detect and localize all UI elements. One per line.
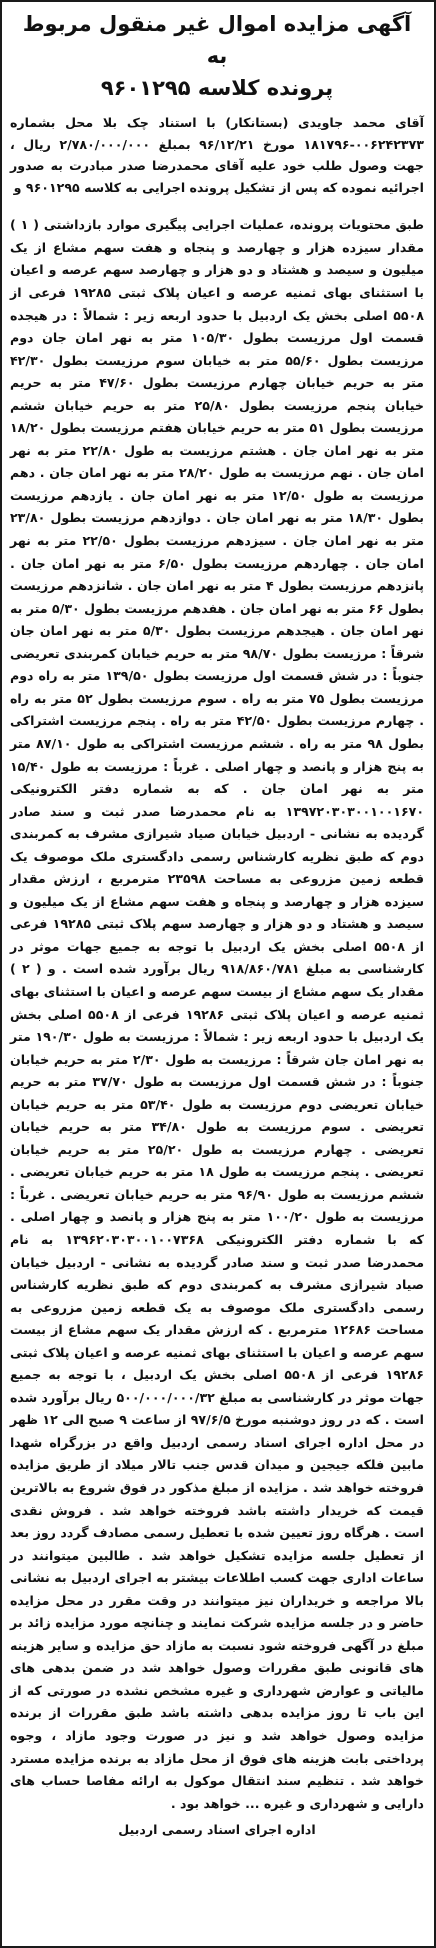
body-paragraph: طبق محتویات پرونده، عملیات اجرایی پیگیری موارد بازداشتی ( ۱ ) مقدار سیزده هزار و چهارصد و پنجاه و هفت سهم مشاع از یک میلیون و سیصد و هشتاد و دو هزار و چهارصد سهم عرصه و اعیان با استثنای بهای ثمنیه عرصه و اعیان پلاک ثبتی ۱۹۲۸۵ فرعی از ۵۵۰۸ اصلی بخش یک اردبیل با حدود اربعه زیر : شمالاً : در هیجده قسمت اول مرزیست بطول ۱۰۵/۳۰ متر به نهر امان جان دوم مرزیست بطول ۵۵/۶۰ متر به خیابان سوم مرزیست بطول ۴۲/۳۰ متر به حریم خیابان چهارم مرزیست بطول ۴۷/۶۰ متر به حریم خیابان پنجم مرزیست بطول ۲۵/۸۰ متر به حریم خیابان ششم مرزیست بطول ۵۱ متر به حریم خیابان هفتم مرزیست بطول ۱۸/۲۰ متر به نهر امان جان . هشتم مرزیست به طول ۲۲/۸۰ متر به نهر امان جان . نهم مرزیست به طول ۲۸/۲۰ متر به نهر امان جان . دهم مرزیست به طول ۱۲/۵۰ متر به نهر امان جان . یازدهم مرزیست بطول ۱۸/۳۰ متر به نهر امان جان . دوازدهم مرزیست بطول ۲۳/۸۰ متر به نهر امان جان . سیزدهم مرزیست بطول ۲۲/۵۰ متر به نهر امان جان . چهاردهم مرزیست بطول ۶/۵۰ متر به نهر امان جان . پانزدهم مرزیست بطول ۴ متر به نهر امان جان . شانزدهم مرزیست بطول ۶۶ متر به نهر امان جان . هفدهم مرزیست بطول ۵/۳۰ متر به نهر امان جان . هیجدهم مرزیست بطول ۵/۳۰ متر به نهر امان جان شرقاً : مرزیست بطول ۹۸/۷۰ متر به حریم خیابان کمربندی تعریضی جنوباً : در شش قسمت اول مرزیست بطول ۱۳۹/۵۰ متر به راه دوم مرزیست بطول ۷۵ متر به راه . سوم مرزیست بطول ۵۲ متر به راه . چهارم مرزیست بطول ۴۲/۵۰ متر به راه . پنجم مرزیست اشتراکی بطول ۹۸ متر به راه . ششم مرزیست اشتراکی به طول ۸۷/۱۰ متر به پنج هزار و پانصد و چهار اصلی . غرباً : مرزیست به طول ۱۵/۴۰ متر به نهر امان جان . که به شماره دفتر الکترونیکی ۱۳۹۷۲۰۳۰۳۰۰۱۰۰۱۶۷۰ به نام محمدرضا صدر ثبت و سند صادر گردیده به نشانی - اردبیل خیابان صیاد شیرازی مشرف به کمربندی دوم که طبق نظریه کارشناس رسمی دادگستری ملک موصوف یک قطعه زمین مزروعی به مساحت ۲۳۵۹۸ مترمربع ، ارزش مقدار سیزده هزار و چهارصد و پنجاه و هفت سهم مشاع از یک میلیون و سیصد و هشتاد و دو هزار و چهارصد سهم پلاک ثبتی ۱۹۲۸۵ فرعی از ۵۵۰۸ اصلی بخش یک اردبیل با توجه به جمیع جهات موثر در کارشناسی به مبلغ ۹۱۸/۸۶۰/۷۸۱ ریال برآورد شده است . و ( ۲ ) مقدار یک سهم مشاع از بیست سهم عرصه و اعیان با استثنای بهای ثمنیه عرصه و اعیان پلاک ثبتی ۱۹۲۸۶ فرعی از ۵۵۰۸ اصلی بخش یک اردبیل با حدود اربعه زیر : شمالاً : مرزیست به طول ۱۹۰/۳۰ متر به نهر امان جان شرقاً : مرزیست به طول ۲/۳۰ متر به حریم خیابان جنوباً : در شش قسمت اول مرزیست به طول ۳۷/۷۰ متر به حریم خیابان تعریضی دوم مرزیست به طول ۵۳/۴۰ متر به حریم خیابان تعریضی . سوم مرزیست به طول ۳۴/۸۰ متر به حریم خیابان تعریضی . چهارم مرزیست به طول ۲۵/۲۰ متر به حریم خیابان تعریضی . پنجم مرزیست به طول ۱۸ متر به حریم خیابان تعریضی . ششم مرزیست به طول ۹۶/۹۰ متر به حریم خیابان تعریضی . غرباً : مرزیست به طول ۱۰۰/۲۰ متر به پنج هزار و پانصد و چهار اصلی . که با شماره دفتر الکترونیکی ۱۳۹۶۲۰۳۰۳۰۰۱۰۰۷۳۶۸ به نام محمدرضا صدر ثبت و سند صادر گردیده به نشانی - اردبیل خیابان صیاد شیرازی مشرف به کمربندی دوم که طبق نظریه کارشناس رسمی دادگستری ملک موصوف به یک قطعه زمین مزروعی به مساحت ۱۲۶۸۶ مترمربع . که ارزش مقدار یک سهم مشاع از بیست سهم عرصه و اعیان با استثنای بهای ثمنیه عرصه و اعیان پلاک ثبتی ۱۹۲۸۶ فرعی از ۵۵۰۸ اصلی بخش یک اردبیل ، با توجه به جمیع جهات موثر در کارشناسی به مبلغ ۵۰۰/۰۰۰/۰۰۰/۳۲ ریال برآورد شده است . که در روز دوشنبه مورخ ۹۷/۶/۵ از ساعت ۹ صبح الی ۱۲ ظهر در محل اداره اجرای اسناد رسمی اردبیل واقع در بزرگراه شهدا مابین فلکه جیجین و میدان قدس جنب تالار میلاد از طریق مزایده فروخته خواهد شد . مزایده از مبلغ مذکور در فوق شروع به بالاترین قیمت که خریدار داشته باشد فروخته خواهد شد . فروش نقدی است . هرگاه روز تعیین شده با تعطیل رسمی مصادف گردد روز بعد از تعطیل جلسه مزایده تشکیل خواهد شد . طالبین میتوانند در ساعات اداری جهت کسب اطلاعات بیشتر به اجرای اردبیل به نشانی بالا مراجعه و خریداران نیز میتوانند در وقت مقرر در محل مزایده حاضر و در جلسه مزایده شرکت نمایند و چنانچه مورد مزایده زائد بر مبلغ در آگهی فروخته شود نسبت به مازاد حق مزایده و سایر هزینه های قانونی طبق مقررات وصول خواهد شد در ضمن بدهی های مالیاتی و عوارض شهرداری و غیره مشخص نشده در صورتی که از این باب تا روز مزایده بدهی داشته باشد طبق مقررات از برنده مزایده وصول خواهد شد و نیز در صورت وجود مازاد ، وجوه پرداختی بابت هزینه های فوق از محل مازاد به برنده مزایده مسترد خواهد شد . تنظیم سند انتقال موکول به ارائه مفاصا حساب های دارایی و شهرداری و غیره ... خواهد بود . [10,217,425,1811]
intro-paragraph: آقای محمد جاویدی (بستانکار) با استناد چک بلا محل بشماره ۰۰۶۲۴۲۳۷۳-۱۸۱۷۹۶ مورخ ۹۶/۱۲/۲۱ بمبلغ ۲/۷۸۰/۰۰۰/۰۰۰ ریال ، جهت وصول طلب خود علیه آقای محمدرضا صدر مبادرت به صدور اجرائیه نموده که پس از تشکیل پرونده اجرایی به کلاسه ۹۶۰۱۲۹۵ و [10,115,424,195]
case-number-title: پرونده کلاسه ۹۶۰۱۲۹۵ [100,76,334,100]
signature: اداره اجرای اسناد رسمی اردبیل [118,1822,316,1838]
notice-title: آگهی مزایده اموال غیر منقول مربوط به [22,12,412,68]
